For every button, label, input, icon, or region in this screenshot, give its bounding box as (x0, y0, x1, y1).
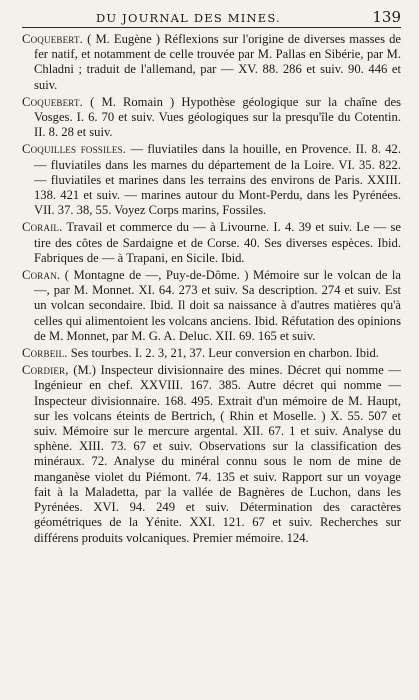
entry-text: (M.) Inspecteur divisionnaire des mines. Décret qui nomme — Ingénieur en chef. XXVIII. 167. 385. Autre décret qui nomme — Inspecteur divisionnaire. 168. 495. Extrait d'un mémoire de M. Haupt, sur les volcans éteints de Bertrich, ( Rhin et Moselle. ) X. 55. 507 et suiv. Mémoire sur le mercure argental. XII. 67. 1 et suiv. Analyse du sphène. XIII. 73. 67 et suiv. Observations sur la classification des minéraux. 72. Analyse du minéral connu sous le nom de mine de manganèse violet du Piémont. 74. 135 et suiv. Rapport sur un voyage fait à la Maladetta, par la vallée de Bagnères de Luchon, dans les Pyrénées. XVI. 94. 249 et suiv. Détermination des caractères géométriques de la Yénite. XXI. 121. 67 et suiv. Recherches sur différens produits volcaniques. Premier mémoire. 124. (34, 363, 401, 545)
entry-text: ( Montagne de —, Puy-de-Dôme. ) Mémoire sur le volcan de la —, par M. Monnet. XI. 64. 273 et suiv. Sa description. 274 et suiv. Est un volcan secondaire. Ibid. Il doit sa naissance à d'autres matières qu'à celles qui alimentoient les volcans anciens. Ibid. Réfutation des opinions de M. Monnet, par M. G. A. Deluc. XII. 69. 165 et suiv. (34, 268, 401, 343)
entry-text: — fluviatiles dans la houille, en Provence. II. 8. 42. — fluviatiles dans les marnes du département de la Loire. VI. 35. 822. — fluviatiles et marines dans les terrains des environs de Paris. XXIII. 138. 421 et suiv. — marines autour du Mont-Perdu, dans les Pyrénées. VII. 37. 38, 55. Voyez Corps marins, Fossiles. (34, 142, 401, 218)
entry-text: ( M. Romain ) Hypothèse géologique sur la chaîne des Vosges. I. 6. 70 et suiv. Vues géologiques sur la presqu'île du Cotentin. II. 8. 28 et suiv. (34, 94, 401, 140)
index-entry (22, 32, 401, 93)
entry-headword: Corail. (22, 220, 63, 235)
running-title: DU JOURNAL DES MINES. (96, 11, 281, 25)
running-head (22, 8, 401, 28)
index-entry (22, 95, 401, 141)
entry-headword: Coquebert. (22, 32, 84, 46)
index-entry (22, 346, 401, 361)
entry-headword: Corbeil. (22, 346, 68, 361)
entry-headword: Coran. (22, 268, 61, 283)
entry-text: ( M. Eugène ) Réflexions sur l'origine de diverses masses de fer natif, et notamment de celle trouvée par M. Pallas en Sibérie, par M. Chladni ; traduit de l'allemand, par — XV. 88. 286 et suiv. 90. 446 et suiv. (34, 32, 401, 92)
index-entry (22, 220, 401, 266)
entry-text: Travail et commerce du — à Livourne. I. 4. 39 et suiv. Le — se tire des côtes de Sardaigne et de Corse. 40. Ses diverses espèces. Ibid. Fabriques de — à Trapani, en Sicile. Ibid. (34, 220, 401, 265)
index-entry (22, 142, 401, 218)
index-entry (22, 363, 401, 545)
index-entry (22, 268, 401, 344)
page-number: 139 (372, 8, 401, 26)
entry-headword: Coquilles fossiles. (22, 142, 127, 157)
entry-headword: Cordier, (22, 363, 69, 378)
entry-headword: Coquebert. (22, 94, 84, 109)
entry-text: Ses tourbes. I. 2. 3, 21, 37. Leur conversion en charbon. Ibid. (67, 346, 379, 361)
